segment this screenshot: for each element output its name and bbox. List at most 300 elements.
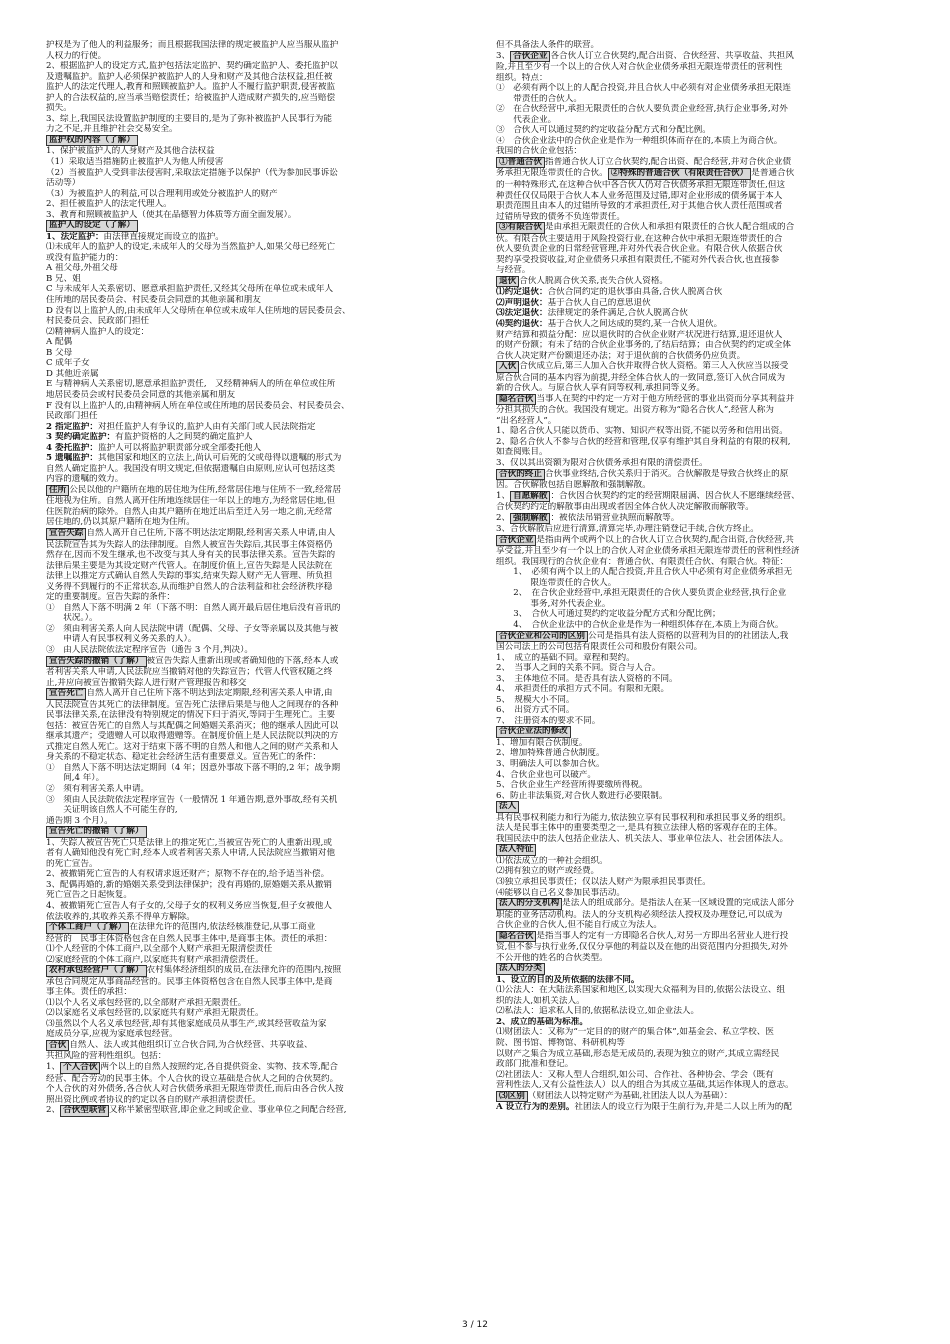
- text-line: [46, 103, 464, 114]
- section-heading: 法人的分类: [496, 963, 545, 975]
- text: ⑵家庭经营的个体工商户,以家庭共有财产承担清偿责任。: [46, 954, 264, 965]
- text: 监护人可以将监护职责部分或全部委托他人: [97, 442, 262, 453]
- text-line: [496, 244, 914, 255]
- text-line: [46, 1019, 464, 1030]
- bold-label: 1、设立的目的及所依据的法律不同。: [496, 974, 640, 985]
- text: 职责范围且由本人的过错所导致的才承担责任,对于其他合伙人责任范围或者: [496, 201, 783, 212]
- text-line: [496, 1017, 914, 1028]
- text: 2、根据监护人的设定方式,监护包括法定监护、契约确定监护人、委托监护以: [46, 61, 338, 72]
- text: 享受益,并且至少有一个以上的合伙人对企业债务承担无限连带责任的营利性经济: [496, 546, 800, 557]
- text: 事主体。责任的承担：: [46, 987, 132, 998]
- section-heading: 宣告死亡的撤销（了解）: [46, 826, 147, 838]
- text: 或没有监护能力的：: [46, 252, 124, 263]
- text-line: [496, 524, 914, 535]
- text-line: [46, 901, 464, 912]
- text-line: [46, 1029, 464, 1040]
- text: 法律上以推定方式确认自然人失踪的事实,结束失踪人财产无人管理、所负担: [46, 571, 333, 582]
- text: 2、增加特殊普通合伙制度。: [496, 748, 605, 759]
- text: D 其他近亲属: [46, 368, 99, 379]
- text-line: [496, 168, 914, 180]
- text-line: [46, 890, 464, 901]
- text-line: [496, 609, 914, 620]
- text-line: [46, 210, 464, 221]
- text-line: [496, 319, 914, 330]
- text-line: [46, 51, 464, 62]
- text-line: [496, 588, 914, 599]
- text-line: [46, 178, 464, 189]
- text-line: [46, 1084, 464, 1095]
- text: 1、: [496, 490, 511, 501]
- text: （财团法人以特定财产为基础,社团法人以人为基础）：: [527, 1090, 733, 1101]
- text: 者有人确知他没有死亡时,经本人或者利害关系人申请,人民法院应当撤销对他: [46, 848, 336, 859]
- text-line: [46, 401, 464, 412]
- text-line: [46, 634, 464, 645]
- text: 伙人要负责企业的日常经营管理,并对外代表合伙企业。有限合伙人依据合伙: [496, 244, 783, 255]
- text: 是指由两个或两个以上的合伙人订立合伙契约,配合出资,合伙经营,共: [536, 534, 794, 545]
- section-heading: 合伙企业: [496, 535, 536, 547]
- text-line: [496, 834, 914, 845]
- text-line: [46, 316, 464, 327]
- text: 有监护资格的人之间契约确定监护人: [115, 432, 253, 443]
- text: 经营、配合劳动的民事主体。个人合伙的设立基础是合伙人之间的合伙契约。: [46, 1073, 339, 1084]
- text: E 与精神病人关系密切,愿意承担监护责任, 又经精神病人的所在单位或住所: [46, 379, 336, 390]
- text-line: [496, 705, 914, 716]
- text: 包括：被宣告死亡的自然人与其配偶之间婚姻关系消灭；他的继承人因此可以: [46, 720, 339, 731]
- text-line: [496, 985, 914, 996]
- section-heading-line: [46, 220, 464, 232]
- section-heading: 合伙型联营: [60, 1105, 109, 1117]
- text: 险,并且至少有一个以上的合伙人对合伙企业债务承担无限连带责任的营利性: [496, 62, 783, 73]
- section-heading-line: [46, 688, 464, 700]
- text-line: [496, 642, 914, 653]
- text: 3、明确法人可以参加合伙。: [496, 759, 605, 770]
- text-line: [496, 953, 914, 964]
- text: 代表企业。: [496, 114, 557, 125]
- text-line: [496, 201, 914, 212]
- text: 1、失踪人被宣告死亡只是法律上的推定死亡,当被宣告死亡的人重新出现,或: [46, 837, 332, 848]
- text: 1、: [46, 1062, 61, 1073]
- text-line: [496, 62, 914, 73]
- text-line: [496, 546, 914, 557]
- section-heading: 个体工商户（了解）: [46, 922, 129, 934]
- section-heading-line: [496, 276, 914, 288]
- text-line: [46, 189, 464, 200]
- text: 3、: [496, 50, 511, 61]
- text-line: [496, 1038, 914, 1049]
- text: 承包合同规定从事商品经营的。民事主体资格包含在自然人民事主体中,是商: [46, 976, 333, 987]
- section-heading: 合伙企业和公司的区别: [496, 631, 588, 643]
- text: 政部门批准和登记。: [496, 1059, 574, 1070]
- section-heading: 合伙的终止: [496, 469, 545, 481]
- section-heading: 宣告死亡: [46, 688, 86, 700]
- text: ③ 合伙人可以通过契约约定收益分配方式和分配比例。: [496, 125, 711, 136]
- text: 人民法院宣告其死亡的法律制度。宣告死亡法律后果是与他人之间现存的各种: [46, 699, 339, 710]
- section-heading-line: [46, 135, 464, 147]
- text: A 祖父母,外祖父母: [46, 263, 118, 274]
- text-line: [496, 567, 914, 578]
- text: C 与未成年人关系密切、愿意承担监护责任,又经其父母所在单位或未成年人: [46, 284, 334, 295]
- text: 带责任的合伙人。: [496, 93, 582, 104]
- section-heading-line: [46, 485, 464, 497]
- bold-label: ⑵声明退伙：: [496, 297, 548, 308]
- bold-label: 4 委托监护：: [46, 442, 98, 453]
- section-heading-line: [496, 726, 914, 738]
- text-line: [496, 996, 914, 1007]
- text-line: [46, 358, 464, 369]
- text: 公民以他的户籍所在地的居住地为住所,经常居住地与住所不一致,经常居: [69, 484, 342, 495]
- text: 是由承担无限责任的合伙人和承担有限责任的合伙人配合组成的合: [544, 222, 795, 233]
- text-line: [46, 700, 464, 711]
- text: 的死亡宣告。: [46, 858, 98, 869]
- text-line: [46, 550, 464, 561]
- text-line: [496, 1070, 914, 1081]
- text: ⑶虽然以个人名义承包经营,却有其他家庭成员从事生产,或其经营收益为家: [46, 1018, 327, 1029]
- text: ② 须有利害关系人申请。: [46, 784, 150, 794]
- bold-label: A 设立行为的差别。: [496, 1102, 575, 1113]
- text: 监护人的法定代理人,教育和照顾被监护人。监护人不履行监护职责,侵害被监: [46, 82, 336, 93]
- section-heading-line: [496, 931, 914, 943]
- text-line: [496, 447, 914, 458]
- text: 组织。特点：: [496, 72, 548, 83]
- text: 6、 出资方式不同。: [496, 705, 575, 716]
- text: A 配偶: [46, 337, 73, 348]
- text-line: [496, 212, 914, 223]
- text: 由法律直接规定而设立的监护。: [103, 231, 224, 242]
- text: 身关系的不稳定状态、稳定社会经济生活有重要意义。宣告死亡的条件：: [46, 752, 322, 763]
- text-line: [46, 848, 464, 859]
- text-line: [46, 934, 464, 945]
- text-line: [496, 1102, 914, 1113]
- text: 1、 成立的基础不同。章程和契约。: [496, 652, 635, 663]
- text-line: [46, 263, 464, 274]
- bold-label: ⑶法定退伙：: [496, 308, 548, 319]
- text-line: [496, 416, 914, 427]
- text-line: [496, 748, 914, 759]
- text-line: [46, 168, 464, 179]
- text-line: [496, 234, 914, 245]
- section-heading-line: [46, 528, 464, 540]
- text-line: [46, 561, 464, 572]
- text: 种责任仅仅局限于合伙人本人业务范围及过错,即对企业形成的债务属于本人: [496, 190, 783, 201]
- text-line: [496, 458, 914, 469]
- text: 3、配偶再婚的,新的婚姻关系受到法律保护；没有再婚的,原婚姻关系从撤销: [46, 879, 332, 890]
- section-heading-line: [496, 631, 914, 643]
- text: 基于合伙人之间达成的契约,某一合伙人退伙。: [547, 318, 723, 329]
- text: 间,4 年）。: [46, 773, 105, 784]
- section-heading: ⑶区别: [496, 1091, 528, 1103]
- text: 活动等）: [46, 178, 81, 189]
- text: 村民委员会、民政部门担任: [46, 316, 150, 327]
- section-heading-line: [496, 157, 914, 169]
- text-line: [46, 390, 464, 401]
- text: 但不具备法人条件的联营。: [496, 40, 600, 50]
- section-heading: 农村承包经营户（了解）: [46, 965, 147, 977]
- section-heading-line: [496, 963, 914, 975]
- text-line: [496, 373, 914, 384]
- text-line: [496, 791, 914, 802]
- text: 5、 规模大小不同。: [496, 694, 575, 705]
- text-line: [46, 816, 464, 827]
- text: 2、: [46, 1105, 61, 1116]
- text-line: [496, 663, 914, 674]
- text: ③ 由人民法院依法定程序宣告（通告 3 个月,判决）。: [46, 644, 254, 655]
- text: 止,并应向被宣告撤销失踪人进行财产管理报告和移交: [46, 677, 247, 688]
- text-line: [46, 40, 464, 51]
- text-line: [46, 784, 464, 795]
- text: 2、: [496, 512, 511, 523]
- text: 法律后果主要是为其设定财产代管人。在制度价值上,宣告失踪是人民法院在: [46, 560, 333, 571]
- text: 4、被撤销死亡宣告人有子女的,父母子女的权利义务应当恢复,但子女被他人: [46, 900, 332, 911]
- text: 继承其遗产；受遗赠人可以取得遗赠等。在制度价值上是人民法院以判决的方: [46, 731, 339, 742]
- text: （1）采取适当措施防止被监护人为他人所侵害: [46, 156, 224, 167]
- section-heading: ③有限合伙: [496, 222, 545, 234]
- text: 3、综上,我国民法设置监护制度的主要目的,是为了弥补被监护人民事行为能: [46, 113, 332, 124]
- text: ④ 合伙企业法中的合伙企业是作为一种组织体而存在的,本质上为商合伙。: [496, 135, 783, 146]
- text-line: [46, 944, 464, 955]
- text: 死亡宣告之日起恢复。: [46, 890, 132, 901]
- text-line: [496, 94, 914, 105]
- text: 合伙人决定财产份额退还办法；对于退伙前的合伙债务仍应负责。: [496, 350, 746, 361]
- text-line: [496, 491, 914, 503]
- bold-label: 2、成立的基础为标准。: [496, 1016, 588, 1027]
- section-heading: ①普通合伙: [496, 157, 545, 169]
- text: 定的重要制度。宣告失踪的条件：: [46, 592, 175, 603]
- text: C 成年子女: [46, 358, 90, 369]
- text: 伙。有限合伙主要适用于风险投资行业,在这种合伙中承担无限连带责任的合: [496, 233, 783, 244]
- text: 居住地的,仍以其原户籍所在地为住所。: [46, 517, 195, 528]
- section-heading: ②特殊的普通合伙（有限责任合伙）: [608, 168, 752, 180]
- text: 法人是民事主体中的重要类型之一,是具有独立法律人格的客观存在的主体。: [496, 823, 783, 834]
- text: 民事法律关系,在法律没有特别规定的情况下归于消灭,等同于生理死亡。主要: [46, 710, 336, 721]
- section-heading: 法人特征: [496, 844, 536, 856]
- text-line: [496, 513, 914, 525]
- text-line: [496, 770, 914, 781]
- section-heading-line: [496, 222, 914, 234]
- text-line: [46, 411, 464, 422]
- text-line: [46, 731, 464, 742]
- text-line: [46, 464, 464, 475]
- text-line: [46, 199, 464, 210]
- text-line: [496, 856, 914, 867]
- text-line: [496, 674, 914, 685]
- text: ① 自然人下落不明满 2 年（下落不明：自然人离开最后居住地后没有音讯的: [46, 602, 341, 613]
- text: 对担任监护人有争议的,监护人由有关部门或人民法院指定: [97, 421, 316, 432]
- section-heading: 个人合伙: [60, 1062, 100, 1074]
- text: B 父母: [46, 347, 73, 358]
- text: 1、隐名合伙人只能以货币、实物、知识产权等出资,不能以劳务和信用出资。: [496, 426, 788, 437]
- text: 职能的业务活动机构。法人的分支机构必须经法人授权及办理登记,可以成为: [496, 909, 783, 920]
- text-line: [496, 330, 914, 341]
- text: 4、 承担责任的承担方式不同。有限和无限。: [496, 684, 670, 695]
- text: 资,但不参与执行业务,仅仅分享他的利益以及在他的出资范围内分担损失,对外: [496, 942, 788, 953]
- text: D 没有以上监护人的,由未成年人父母所在单位或未成年人住所地的居民委员会、: [46, 305, 351, 316]
- text-line: [496, 405, 914, 416]
- bold-label: ⑷契约退伙：: [496, 318, 548, 329]
- text: 3、教育和照顾被监护人（使其在品德智力体质等方面全面发展）。: [46, 209, 297, 220]
- text: 内容的遗嘱的效力。: [46, 474, 124, 485]
- text-line: [496, 1006, 914, 1017]
- text-line: [46, 1062, 464, 1074]
- text-line: [46, 82, 464, 93]
- text: 不公开他的姓名的合伙类型。: [496, 952, 608, 963]
- text-line: [46, 124, 464, 135]
- text-line: [46, 742, 464, 753]
- text: 2、隐名合伙人不参与合伙的经营和管理,仅享有维护其自身利益的有限的权利,: [496, 436, 791, 447]
- text-line: [46, 496, 464, 507]
- text: 损失。: [46, 103, 72, 114]
- text-line: [46, 912, 464, 923]
- text-line: [496, 191, 914, 202]
- text-line: [496, 502, 914, 513]
- text: 的财产份额；有未了结的合伙企业事务的,了结后结算；由合伙契约约定或全体: [496, 340, 791, 351]
- text-line: [496, 1080, 914, 1091]
- text: 3、 合伙人可通过契约约定收益分配方式和分配比例；: [496, 609, 721, 620]
- text-line: [46, 773, 464, 784]
- text: 6、防止非法集资,对合伙人数进行必要限制。: [496, 790, 668, 801]
- text-line: [46, 710, 464, 721]
- text-line: [46, 72, 464, 83]
- text: 两个以上的自然人按照约定,各自提供资金、实物、技术等,配合: [100, 1062, 338, 1073]
- text-line: [496, 888, 914, 899]
- text-line: [46, 507, 464, 518]
- text: 又称半紧密型联营,即企业之间或企业、事业单位之间配合经营,: [109, 1105, 347, 1116]
- text: 2、被撤销死亡宣告的人有权请求返还财产；原物不存在的,给予适当补偿。: [46, 869, 330, 880]
- text: 2、 当事人之间的关系不同。资合与人合。: [496, 663, 661, 674]
- text: 住地视为住所。自然人离开住所地连续居住一年以上的地方,为经常居住地,但: [46, 496, 336, 507]
- text-line: [46, 114, 464, 125]
- section-heading-line: [496, 844, 914, 856]
- text-line: [46, 678, 464, 689]
- text-line: [496, 265, 914, 276]
- text-line: [46, 93, 464, 104]
- text: 关证明该自然人不可能生存的,: [46, 805, 178, 816]
- text-line: [496, 716, 914, 727]
- section-heading-line: [496, 469, 914, 481]
- text: 义务得不到履行的不正常状态,从而维护自然人的合法利益和社会经济秩序稳: [46, 581, 333, 592]
- text: ⑴财团法人：又称为“一定目的的财产的集合体”,如基金会、私立学校、医: [496, 1027, 774, 1038]
- text: 其他国家和地区的立法上,尚认可后死的父或母得以遗嘱的形式为: [97, 453, 342, 464]
- text: 与经营。: [496, 265, 531, 276]
- text: 申请人有民事权利义务关系的人）。: [46, 634, 197, 645]
- text: 合伙成立后,第三人加入合伙并取得合伙人资格。第三人入伙应当以接受: [519, 361, 789, 372]
- text-line: [496, 73, 914, 84]
- text-line: [496, 146, 914, 157]
- text-line: [496, 1049, 914, 1060]
- text: ⑵拥有独立的财产或经费。: [496, 866, 600, 877]
- text-line: [46, 880, 464, 891]
- text: 4、 合伙企业法中的合伙企业是作为一种组织体存在,本质上为商合伙。: [496, 620, 784, 631]
- section-heading-line: [496, 898, 914, 910]
- text: 院、图书馆、博物馆、科研机构等: [496, 1038, 625, 1049]
- text: 合伙合同约定的退伙事由具备,合伙人脱离合伙: [547, 287, 723, 298]
- text-line: [46, 453, 464, 464]
- text-line: [46, 571, 464, 582]
- text: 7、 注册资本的要求不同。: [496, 715, 601, 726]
- text: 5、合伙企业生产经营所得要缴所得税。: [496, 780, 648, 791]
- text-line: [46, 752, 464, 763]
- text-line: [46, 603, 464, 614]
- text-line: [46, 422, 464, 433]
- text: 庭成员分享,应视为家庭承包经营。: [46, 1029, 178, 1040]
- text: 公司是指具有法人资格的以营利为目的的社团法人,我: [587, 630, 789, 641]
- text: 基于合伙人自己的意思退伙: [547, 297, 651, 308]
- text-line: [496, 115, 914, 126]
- text: 新的合伙人。与原合伙人享有同等权利,承担同等义务。: [496, 383, 705, 394]
- text: ③ 须由人民法院依法定程序宣告（一般情况 1 年通告期,意外事故,经有关机: [46, 794, 338, 805]
- text: 2、 在合伙企业经营中,承担无限责任的合伙人要负责企业经营,执行企业: [496, 588, 787, 599]
- section-heading-line: [496, 1091, 914, 1103]
- section-heading: 入伙: [496, 361, 519, 373]
- text: ⑴个人经营的个体工商户,以全部个人财产承担无限清偿责任: [46, 944, 273, 955]
- text: 限连带责任的合伙人。: [496, 577, 617, 588]
- text: 通告期 3 个月）。: [46, 815, 113, 826]
- text: 分担其损失的合伙。我国没有规定。出资方称为“隐名合伙人”,经营人称为: [496, 405, 774, 416]
- text-line: [46, 232, 464, 243]
- text: 3、合伙解散后应进行清算,清算完毕,办理注销登记手续,合伙方终止。: [496, 524, 759, 535]
- text: 原合伙合同的基本内容为前提,并经全体合伙人的一致同意,签订入伙合同成为: [496, 372, 786, 383]
- text-line: [496, 125, 914, 136]
- text: 我国的合伙企业包括：: [496, 146, 582, 157]
- text-line: [496, 866, 914, 877]
- text: ⑴未成年人的监护人的设定,未成年人的父母为当然监护人,如果父母已经死亡: [46, 242, 336, 253]
- text: 状况。）。: [46, 613, 98, 624]
- text: ① 必须有两个以上的人配合投资,并且合伙人中必须有对企业债务承担无限连: [496, 83, 791, 94]
- text-line: [496, 813, 914, 824]
- text: ② 须由利害关系人向人民法院申请（配偶、父母、子女等亲属以及其他与被: [46, 623, 339, 634]
- text: ⑴依法成立的一种社会组织。: [496, 855, 608, 866]
- text-line: [46, 859, 464, 870]
- bold-label: 5 遗嘱监护：: [46, 453, 98, 464]
- text-line: [46, 348, 464, 359]
- text-line: [496, 738, 914, 749]
- text-line: [46, 1074, 464, 1085]
- text: F 没有以上监护人的,由精神病人所在单位或住所地的居民委员会、村民委员会、: [46, 400, 350, 411]
- text: 当事人在契约中约定一方对于他方所经营的事业出资而分享其利益并: [536, 393, 795, 404]
- text-line: [496, 298, 914, 309]
- text: 务承担无限连带责任的合伙。: [496, 168, 608, 179]
- right-column: [496, 40, 914, 1113]
- section-heading-line: [496, 361, 914, 373]
- text-line: [46, 284, 464, 295]
- text-line: [46, 624, 464, 635]
- text-line: [46, 613, 464, 624]
- text: 农村集体经济组织的成员,在法律允许的范围内,按照: [146, 965, 342, 976]
- text: ⑴以个人名义承包经营的,以全部财产承担无限责任。: [46, 997, 247, 1008]
- bold-label: 3 契约确定监护：: [46, 432, 116, 443]
- text: 人权力的行使。: [46, 50, 107, 61]
- text: 是法人的组成部分。是指法人在某一区域设置的完成法人部分: [562, 898, 795, 909]
- text-line: [496, 780, 914, 791]
- text: （2）当被监护人受到非法侵害时,采取法定措施予以保护（代为参加民事诉讼: [46, 167, 338, 178]
- text-line: [496, 255, 914, 266]
- section-heading: 法人的分支机构: [496, 898, 562, 910]
- text-line: [46, 253, 464, 264]
- text: 经营的 民事主体资格包含在自然人民事主体中,是商事主体。责任的承担：: [46, 933, 333, 944]
- text-line: [46, 977, 464, 988]
- text: 营利性法人,又有公益性法人）以人的组合为其成立基础,其运作体现人的意志。: [496, 1080, 794, 1091]
- text: 护人的合法权益的,应当承当赔偿责任；给被监护人造成财产损失的,应当赔偿: [46, 92, 336, 103]
- text-line: [496, 942, 914, 953]
- text: 住医院治病的除外。自然人由其户籍所在地迁出后至迁入另一地之前,无经常: [46, 506, 333, 517]
- text-line: [46, 955, 464, 966]
- text: 因。合伙解散包括自愿解散和强制解散。: [496, 480, 651, 491]
- text: 织的法人,如机关法人。: [496, 995, 585, 1006]
- text: 2、担任被监护人的法定代理人。: [46, 199, 172, 210]
- section-heading: 宣告失踪: [46, 528, 86, 540]
- text-line: [496, 40, 914, 51]
- text: ：合伙因合伙契约约定的经营期限届满、因合伙人不愿继续经营、: [550, 490, 800, 501]
- text: 然存在,因而不发生继承,也不改变与其人身有关的民事法律关系。宣告失踪的: [46, 550, 336, 561]
